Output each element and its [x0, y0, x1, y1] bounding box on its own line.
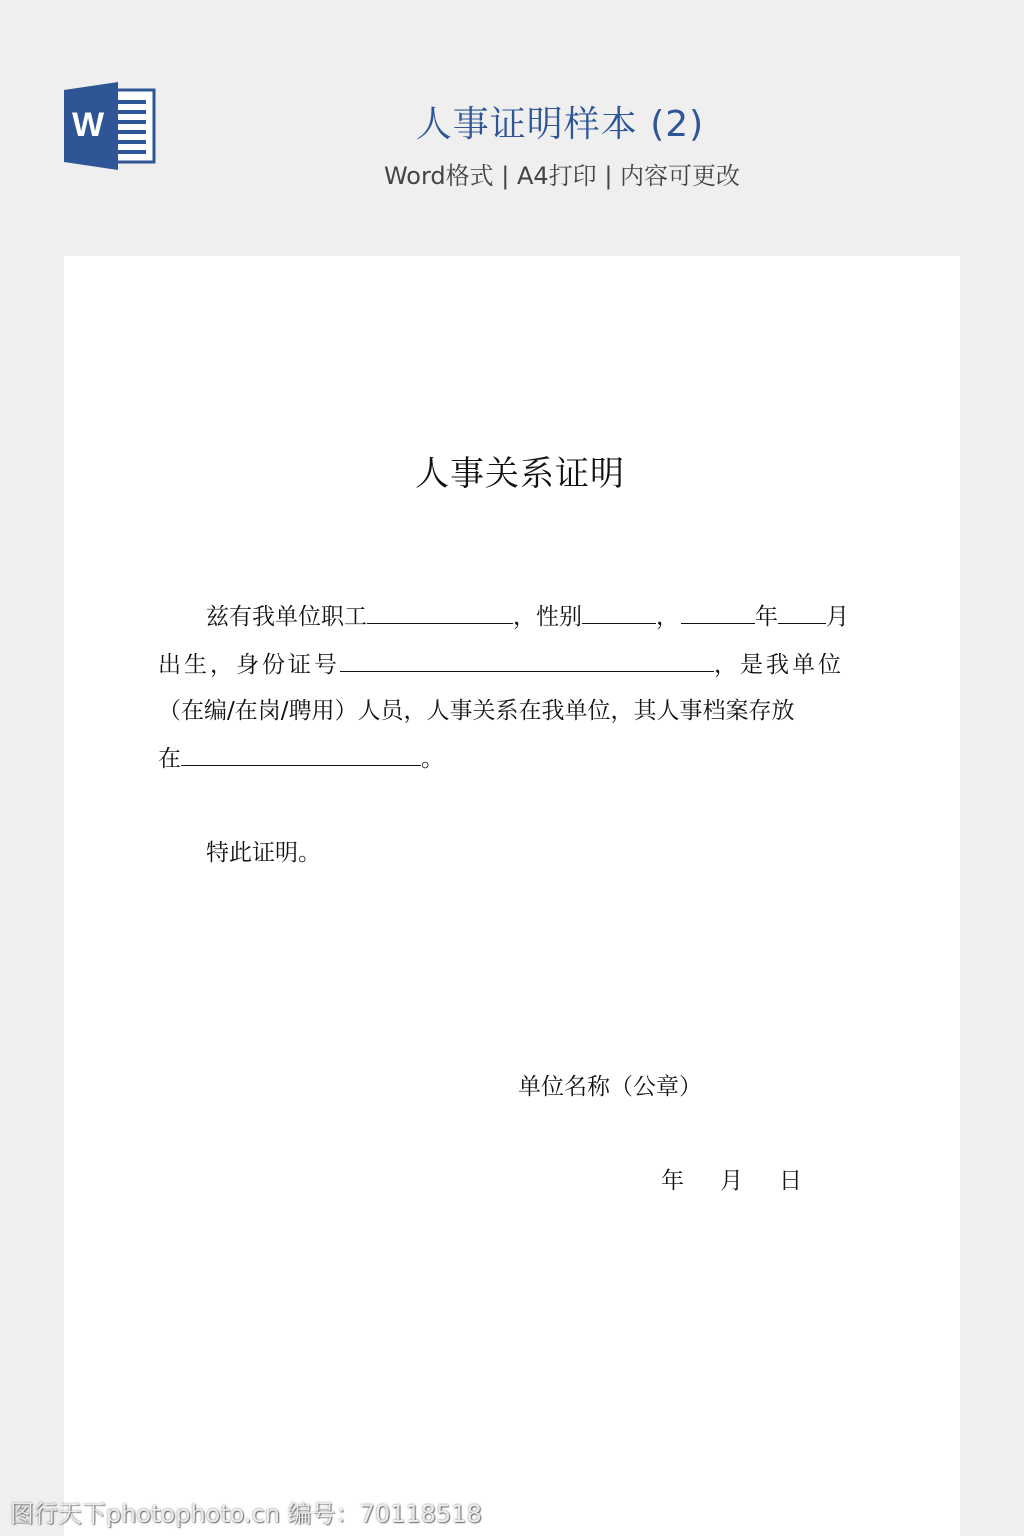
date-line [661, 1162, 802, 1195]
line2-text-a: 出生，身份证号 [158, 652, 340, 678]
body-line-2 [158, 646, 844, 679]
archive-location-blank [181, 747, 421, 766]
line4-text-b: 。 [421, 746, 444, 772]
header [0, 0, 1024, 250]
line1-text-e: 月 [826, 604, 849, 630]
closing-statement: 特此证明。 [206, 840, 321, 866]
line4-text-a: 在 [158, 746, 181, 772]
body-line-1 [206, 598, 849, 631]
unit-name-seal: 单位名称（公章） [518, 1074, 702, 1100]
line1-text-c: ， [656, 604, 679, 630]
employee-name-blank [367, 605, 513, 624]
birth-month-blank [778, 605, 826, 624]
word-icon-letter: W [71, 106, 105, 144]
page-subtitle: Word格式 | A4打印 | 内容可更改 [383, 162, 741, 190]
line1-text-a: 兹有我单位职工 [206, 604, 367, 630]
date-year: 年 [661, 1168, 684, 1194]
birth-year-blank [681, 605, 755, 624]
body-line-3: （在编/在岗/聘用）人员，人事关系在我单位，其人事档案存放 [158, 698, 795, 724]
body-line-4 [158, 740, 444, 773]
id-number-blank [340, 653, 714, 672]
line1-text-d: 年 [755, 604, 778, 630]
gender-blank [582, 605, 656, 624]
document-heading: 人事关系证明 [415, 454, 625, 494]
line1-text-b: ，性别 [513, 604, 582, 630]
watermark: 图行天下photophoto.cn 编号：70118518 [10, 1500, 482, 1528]
page-title: 人事证明样本 (2) [415, 104, 705, 145]
date-month: 月 [720, 1168, 743, 1194]
date-day: 日 [779, 1168, 802, 1194]
line2-text-b: ，是我单位 [714, 652, 844, 678]
